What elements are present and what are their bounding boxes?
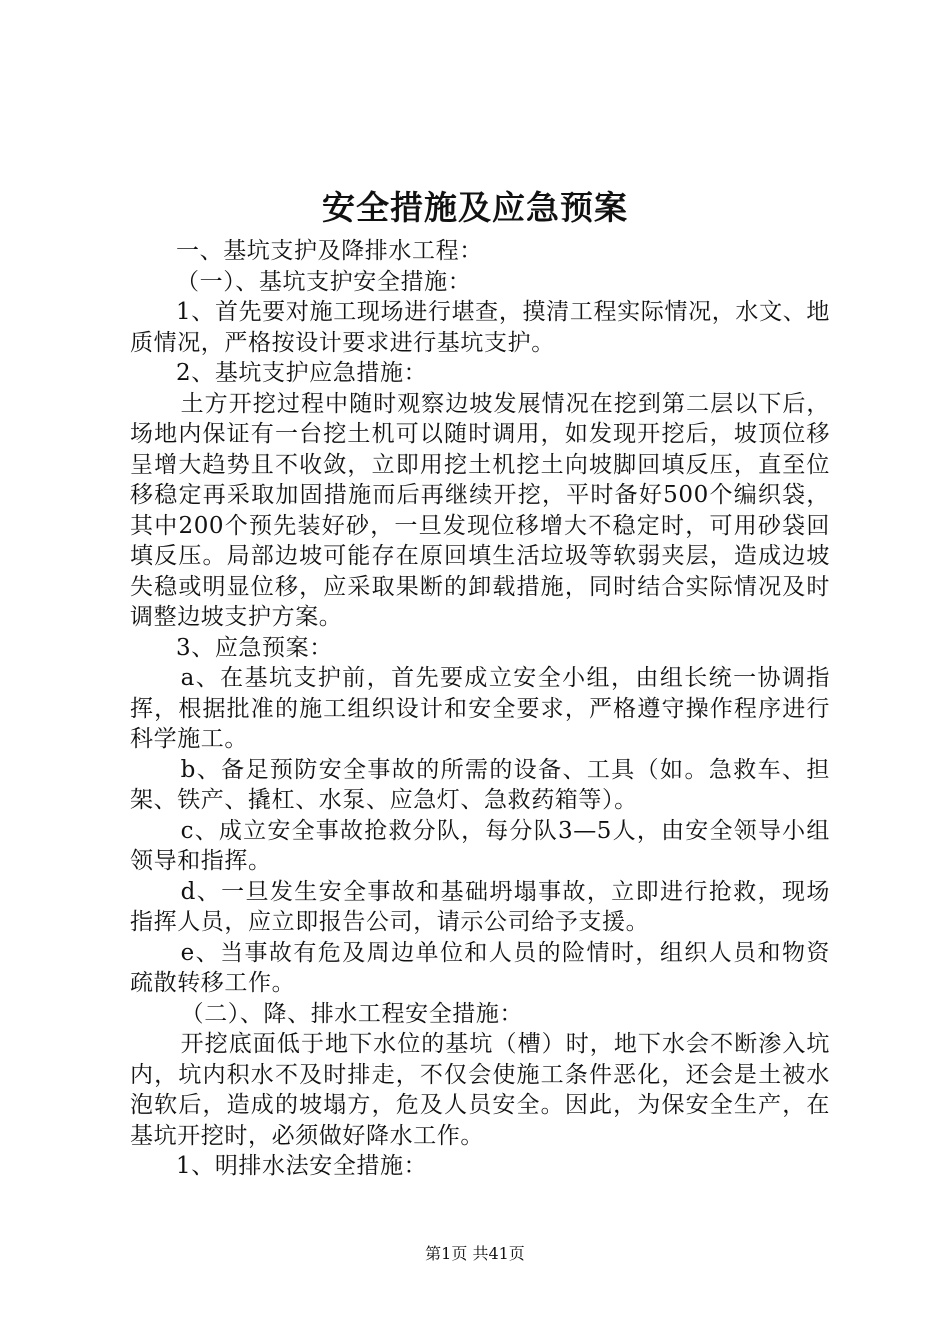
paragraph: d、一旦发生安全事故和基础坍塌事故，立即进行抢救，现场指挥人员，应立即报告公司，请示公司给予支援。 <box>130 878 830 935</box>
paragraph: 土方开挖过程中随时观察边坡发展情况在挖到第二层以下后，场地内保证有一台挖土机可以随时调用，如发现开挖后，坡顶位移呈增大趋势且不收敛，立即用挖土机挖土向坡脚回填反压，直至位移稳定再采取加固措施而后再继续开挖，平时备好500个编织袋，其中200个预先装好砂，一旦发现位移增大不稳定时，可用砂袋回填反压。局部边坡可能存在原回填生活垃圾等软弱夹层，造成边坡失稳或明显位移，应采取果断的卸载措施，同时结合实际情况及时调整边坡支护方案。 <box>130 390 830 630</box>
paragraph: 2、基坑支护应急措施： <box>176 360 428 386</box>
paragraph: c、成立安全事故抢救分队，每分队3—5人，由安全领导小组领导和指挥。 <box>130 817 830 874</box>
paragraph: a、在基坑支护前，首先要成立安全小组，由组长统一协调指挥，根据批准的施工组织设计和安全要求，严格遵守操作程序进行科学施工。 <box>130 665 830 752</box>
paragraph: b、备足预防安全事故的所需的设备、工具（如。急救车、担架、铁产、撬杠、水泵、应急灯、急救药箱等）。 <box>130 756 830 813</box>
paragraph: 1、首先要对施工现场进行堪查，摸清工程实际情况，水文、地质情况，严格按设计要求进行基坑支护。 <box>130 299 830 356</box>
document-title: 安全措施及应急预案 <box>322 188 628 227</box>
document-body <box>130 236 830 1182</box>
paragraph: e、当事故有危及周边单位和人员的险情时，组织人员和物资疏散转移工作。 <box>130 939 830 996</box>
paragraph: 1、明排水法安全措施： <box>176 1153 428 1179</box>
paragraph: （二）、降、排水工程安全措施： <box>180 1000 524 1027</box>
paragraph: 开挖底面低于地下水位的基坑（槽）时，地下水会不断渗入坑内，坑内积水不及时排走，不仅会使施工条件恶化，还会是土被水泡软后，造成的坡塌方，危及人员安全。因此，为保安全生产，在基坑开挖时，必须做好降水工作。 <box>130 1031 830 1149</box>
page-footer: 第1页 共41页 <box>425 1244 525 1263</box>
paragraph: （一）、基坑支护安全措施： <box>176 268 472 295</box>
paragraph: 3、应急预案： <box>176 634 333 661</box>
paragraph: 一、基坑支护及降排水工程： <box>176 238 483 264</box>
